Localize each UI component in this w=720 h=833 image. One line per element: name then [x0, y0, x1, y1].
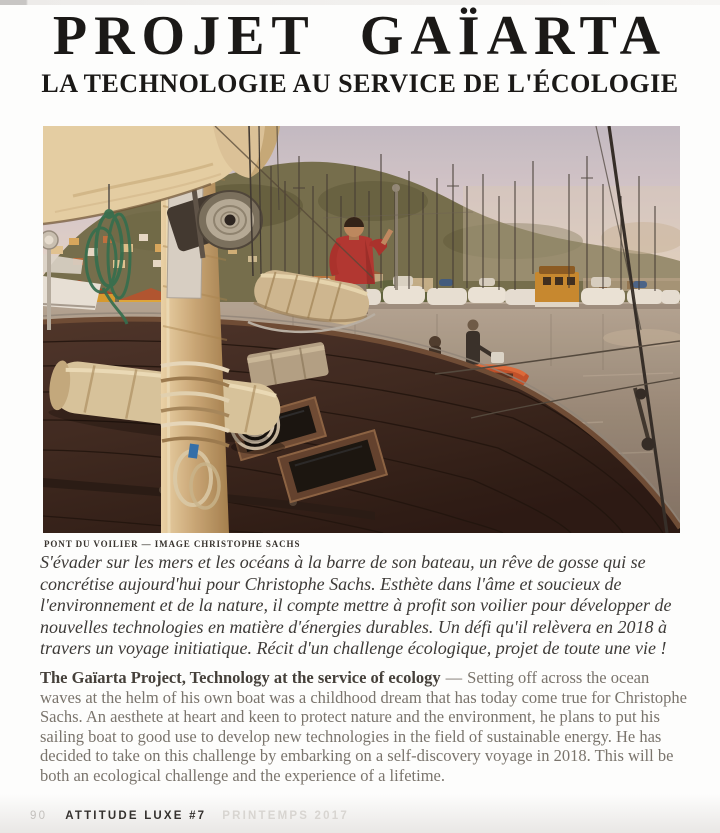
footer-line: [30, 810, 349, 822]
magazine-title: ATTITUDE LUXE #7: [65, 810, 207, 822]
page-footer: [0, 794, 720, 833]
warm-tint-overlay: [43, 126, 680, 533]
page-title: PROJET GAÏARTA: [52, 5, 668, 67]
intro-paragraph: S'évader sur les mers et les océans à la barre de son bateau, un rêve de gosse qui se concrétise aujourd'hui pour Christophe Sachs. Esthète dans l'âme et soucieux de l'environnement et de la nature, il compte mettre à profit son voilier pour développer de nouvelles technologies en matière d'énergies durables. Un défi qu'il relèvera en 2018 à travers un voyage initiatique. Récit d'un challenge écologique, projet de toute une vie !: [40, 552, 672, 658]
article-body: Setting off across the ocean waves at the helm of his own boat was a childhood dream that has today come true for Christophe Sachs. An aesthete at heart and keen to protect nature and the environment, he plans to put his sailing boat to good use to develop new technologies in the field of sustainable energy. He has decided to take on this challenge by embarking on a self-discovery voyage in 2018. This will be both an ecological challenge and the experience of a lifetime.: [40, 668, 687, 785]
sailboat-deck-photo: [43, 126, 680, 533]
issue-label: PRINTEMPS 2017: [222, 810, 349, 822]
article-lead: The Gaïarta Project, Technology at the service of ecology: [40, 668, 441, 687]
em-dash: —: [445, 668, 463, 687]
page-subtitle: LA TECHNOLOGIE AU SERVICE DE L'ÉCOLOGIE: [41, 69, 679, 98]
photo-caption: PONT DU VOILIER — IMAGE CHRISTOPHE SACHS: [44, 539, 301, 549]
masthead: [0, 4, 720, 99]
article-paragraph: [40, 668, 692, 786]
hero-photo: [43, 126, 680, 533]
page-number: 90: [30, 810, 48, 822]
